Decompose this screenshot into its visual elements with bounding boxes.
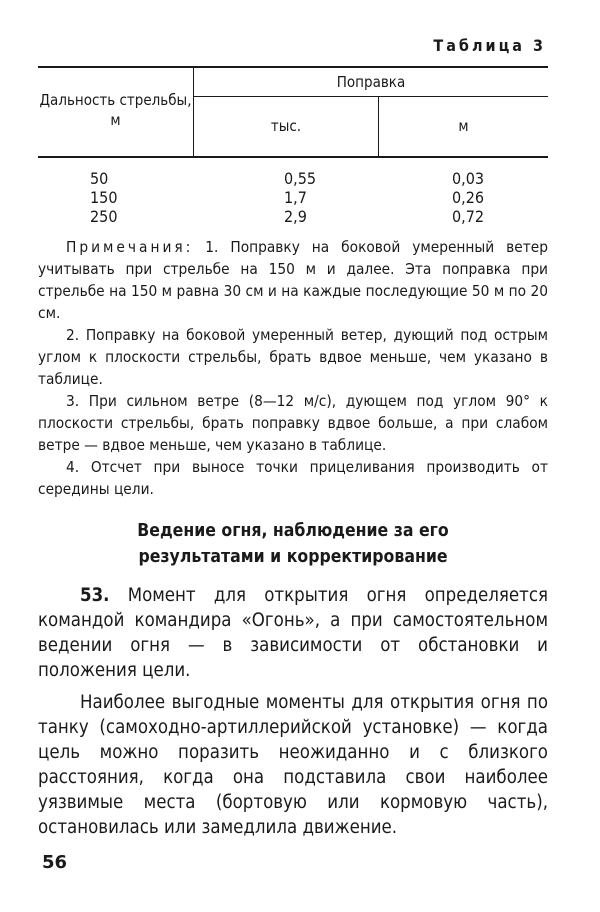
paragraph-53: [38, 583, 548, 683]
cell-thousandths: 1,7: [284, 188, 307, 207]
paragraph-text: Момент для открытия огня определяется командой командира «Огонь», а при самостоятельном ведении огня — в зависимости от обстановки и положения цели.: [38, 585, 548, 681]
header-range: Дальность стрельбы, м: [39, 91, 192, 129]
table-header-bottom-rule: [38, 156, 548, 158]
note-item: 2. Поправку на боковой умеренный ветер, дующий под острым углом к плоскости стрельбы, брать вдвое меньше, чем указано в таблице.: [38, 326, 548, 388]
cell-thousandths: 2,9: [284, 207, 307, 226]
section-body: [38, 583, 548, 847]
table-caption: Таблица 3: [433, 36, 546, 55]
table-notes: [38, 236, 548, 500]
note-text: 1. Поправку на боковой умеренный ветер учитывать при стрельбе на 150 м и далее. Эта поправка при стрельбе на 150 м равна 30 см и на каждые последующие 50 м по 20 см.: [38, 238, 548, 322]
note-item: 3. При сильном ветре (8—12 м/с), дующем под углом 90° к плоскости стрельбы, брать поправку вдвое больше, а при слабом ветре — вдвое меньше, чем указано в таблице.: [38, 392, 548, 454]
table-top-rule: [38, 66, 548, 68]
cell-range: 50: [90, 169, 109, 188]
header-correction: Поправка: [336, 73, 406, 91]
paragraph-number: 53.: [80, 585, 110, 606]
table-row: [38, 169, 548, 188]
table-row: [38, 188, 548, 207]
header-thousandths: тыс.: [270, 117, 302, 135]
paragraph: Наиболее выгодные моменты для открытия огня по танку (самоходно-артиллерийской установке) — когда цель можно поразить неожиданно и с близкого расстояния, когда она подставила свои наиболее уязвимые места (бортовую или кормовую часть), остановилась или замедлила движение.: [38, 692, 548, 838]
correction-table-body: [38, 169, 548, 226]
header-meters: м: [458, 117, 469, 135]
cell-meters: 0,72: [452, 207, 485, 226]
section-heading: [38, 518, 548, 570]
cell-range: 150: [90, 188, 118, 207]
section-heading-line: результатами и корректирование: [138, 547, 448, 567]
page-number: 56: [42, 852, 68, 873]
cell-range: 250: [90, 207, 118, 226]
note-item: 4. Отсчет при выносе точки прицеливания производить от середины цели.: [38, 458, 548, 498]
cell-thousandths: 0,55: [284, 169, 317, 188]
table-subheader-rule: [193, 96, 548, 97]
table-row: [38, 207, 548, 226]
notes-lead: Примечания:: [66, 238, 194, 256]
section-heading-line: Ведение огня, наблюдение за его: [137, 521, 449, 541]
note-item: [38, 236, 548, 324]
cell-meters: 0,26: [452, 188, 485, 207]
cell-meters: 0,03: [452, 169, 485, 188]
